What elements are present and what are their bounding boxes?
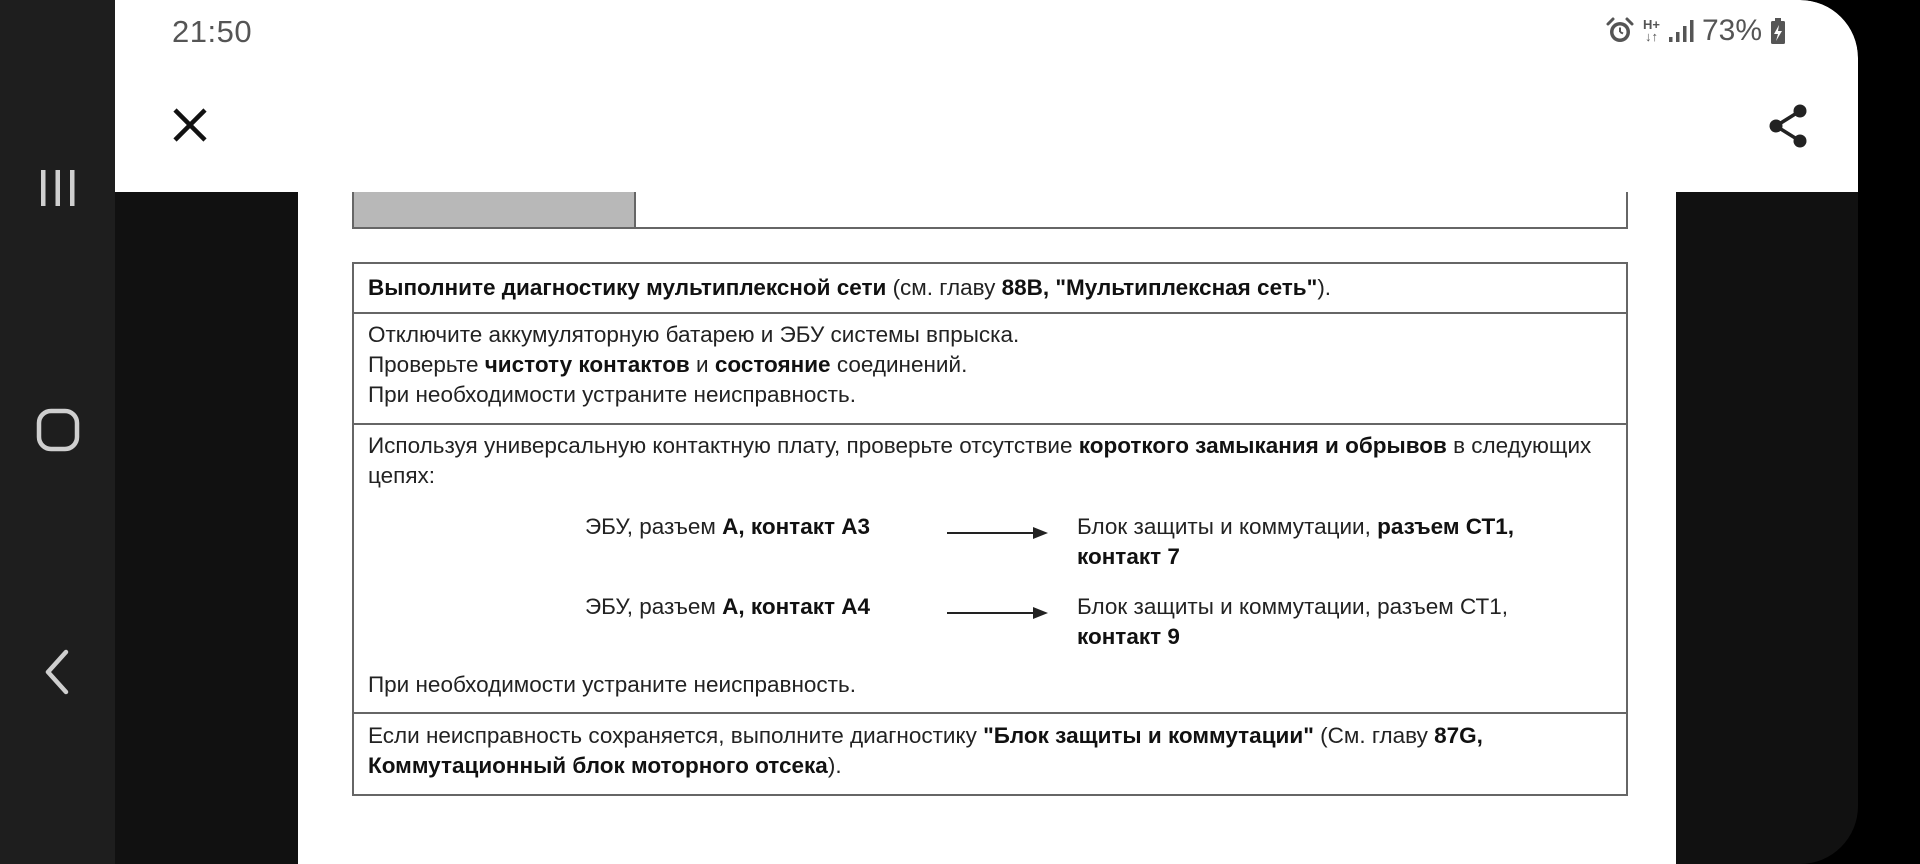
step3-intro: Используя универсальную контактную плату, проверьте отсутствие короткого замыкания и обрывов в следующих цепях:: [368, 433, 1592, 488]
system-nav-bar: [0, 0, 115, 864]
circuit-to: Блок защиты и коммутации, разъем СТ1, контакт 9: [1077, 594, 1509, 649]
close-button[interactable]: [160, 95, 220, 155]
close-icon: [172, 107, 208, 143]
procedure-step-4: Если неисправность сохраняется, выполните диагностику "Блок защиты и коммутации" (См. главу 87G, Коммутационный блок моторного отсека).: [368, 723, 1483, 778]
share-icon: [1766, 102, 1810, 150]
network-type-label: H+ ↓↑: [1642, 17, 1660, 44]
circuit-row: [354, 512, 1630, 576]
circuit-from: ЭБУ, разъем А, контакт А4: [585, 594, 871, 619]
battery-charging-icon: [1770, 17, 1786, 45]
step3-footer: При необходимости устраните неисправность.: [368, 672, 856, 697]
back-button[interactable]: [0, 612, 115, 732]
recents-icon: [36, 166, 80, 210]
recents-button[interactable]: [0, 128, 115, 248]
status-icons: [1605, 14, 1786, 48]
app-toolbar: [115, 0, 1858, 192]
procedure-step-1: Выполните диагностику мультиплексной сети (см. главу 88B, "Мультиплексная сеть").: [354, 264, 1626, 314]
home-button[interactable]: [0, 370, 115, 490]
circuit-row: [354, 592, 1630, 656]
procedure-step-3: [354, 425, 1626, 714]
step2-line3: При необходимости устраните неисправность.: [368, 382, 856, 407]
home-icon: [34, 406, 82, 454]
status-time: 21:50: [172, 14, 253, 49]
battery-percent: 73%: [1701, 14, 1762, 47]
alarm-icon: [1605, 16, 1635, 46]
step2-line2: Проверьте чистоту контактов и состояние соединений.: [368, 352, 968, 377]
circuit-from: ЭБУ, разъем А, контакт А3: [585, 514, 871, 539]
arrow-right-icon: [947, 526, 1049, 540]
signal-icon: [1668, 19, 1694, 43]
step2-line1: Отключите аккумуляторную батарею и ЭБУ системы впрыска.: [368, 322, 1020, 347]
procedure-step-2: [354, 314, 1626, 425]
procedure-table: [352, 262, 1628, 796]
circuit-to: Блок защиты и коммутации, разъем СТ1, контакт 7: [1077, 514, 1514, 569]
share-button[interactable]: [1758, 96, 1818, 156]
back-icon: [40, 648, 76, 696]
arrow-right-icon: [947, 606, 1049, 620]
phone-screen: [115, 0, 1858, 864]
